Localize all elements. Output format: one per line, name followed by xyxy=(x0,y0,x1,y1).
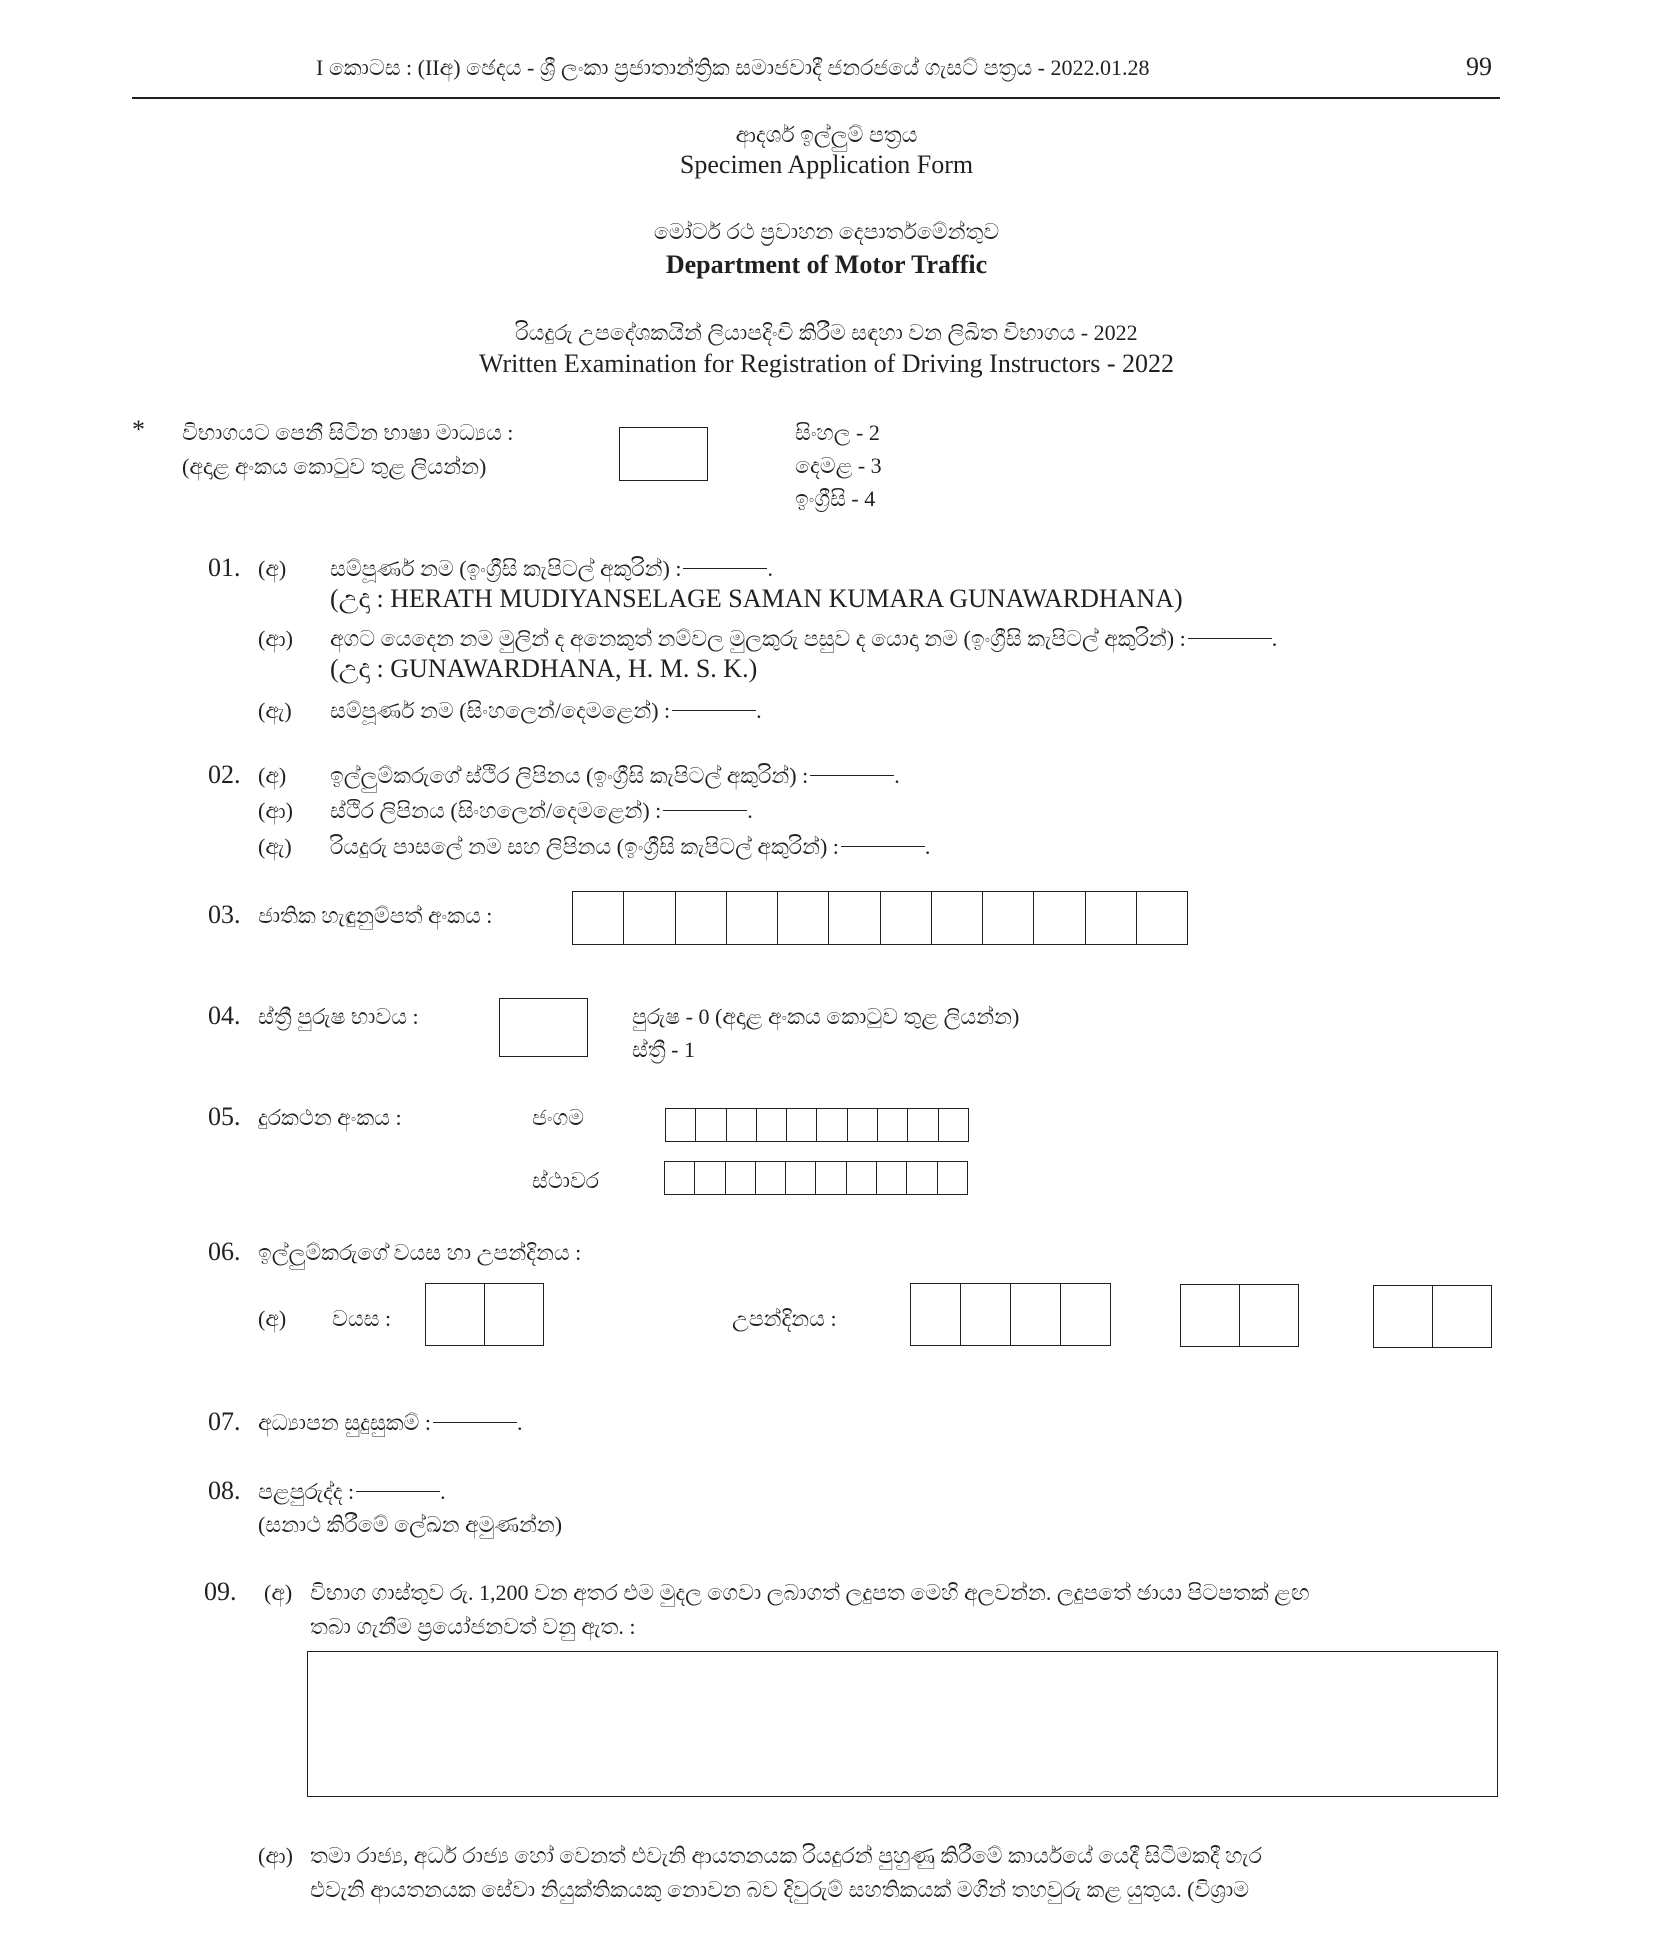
phone-cell[interactable] xyxy=(906,1162,936,1194)
q06-number: 06. xyxy=(208,1237,241,1266)
nic-cell[interactable] xyxy=(982,892,1033,944)
q02-a-label: ඉල්ලුම්කරුගේ ස්ථිර ලිපිනය (ඉංග්‍රීසි කැපිටල් අකුරින්) : xyxy=(330,763,809,788)
q01-a-field[interactable]: සම්පූර්ණ නම (ඉංග්‍රීසි කැපිටල් අකුරින්) : . xyxy=(330,556,773,581)
medium-option-tamil: දෙමළ - 3 xyxy=(795,453,882,478)
nic-cell[interactable] xyxy=(931,892,982,944)
required-star: * xyxy=(132,415,145,444)
gender-option-male: පුරුෂ - 0 (අදාළ අංකය කොටුව තුළ ලියන්න) xyxy=(632,1004,1020,1029)
nic-cell[interactable] xyxy=(828,892,879,944)
page-number: 99 xyxy=(1466,52,1492,81)
q01-a-marker: (අ) xyxy=(258,556,287,581)
q03-number: 03. xyxy=(208,900,241,929)
q02-a-blank[interactable] xyxy=(810,775,894,776)
q05-label: දුරකථන අංකය : xyxy=(258,1105,402,1130)
phone-cell[interactable] xyxy=(877,1109,907,1141)
q08-hint: (සනාථ කිරීමේ ලේඛන අමුණන්න) xyxy=(258,1512,563,1537)
q02-c-blank[interactable] xyxy=(841,846,925,847)
q01-b-label: අගට යෙදෙන නම මුලින් ද අනෙකුත් නම්වල මුලකුරු පසුව ද යොදා නම (ඉංග්‍රීසි කැපිටල් අකුරින්) : xyxy=(330,626,1186,651)
medium-input-box[interactable] xyxy=(619,427,708,481)
q09-number: 09. xyxy=(204,1577,237,1606)
q04-label: ස්ත්‍රී පුරුෂ භාවය : xyxy=(258,1004,419,1029)
q02-b-blank[interactable] xyxy=(663,810,747,811)
q06-label: ඉල්ලුම්කරුගේ වයස හා උපන්දිනය : xyxy=(258,1240,582,1265)
q01-c-field[interactable]: සම්පූර්ණ නම (සිංහලෙන්/දෙමළෙන්) : . xyxy=(330,698,762,723)
q01-c-marker: (ඇ) xyxy=(258,698,292,723)
q07-label: අධ්‍යාපන සුදුසුකම් : xyxy=(258,1410,431,1435)
nic-cell[interactable] xyxy=(1033,892,1084,944)
q01-c-label: සම්පූර්ණ නම (සිංහලෙන්/දෙමළෙන්) : xyxy=(330,698,671,723)
dob-cell[interactable] xyxy=(1010,1284,1060,1345)
q01-a-label: සම්පූර්ණ නම (ඉංග්‍රීසි කැපිටල් අකුරින්) : xyxy=(330,556,682,581)
age-cell[interactable] xyxy=(484,1284,543,1345)
medium-hint: (අදාළ අංකය කොටුව තුළ ලියන්න) xyxy=(182,454,487,479)
gazette-header: I කොටස : (IIඅ) ඡෙදය - ශ්‍රී ලංකා ප්‍රජාතාන්ත්‍රික සමාජවාදී ජනරජයේ ගැසට් පත්‍රය - 2022.01.28 xyxy=(316,55,1150,80)
nic-cell[interactable] xyxy=(675,892,726,944)
q02-b-label: ස්ථිර ලිපිනය (සිංහලෙන්/දෙමළෙන්) : xyxy=(330,798,662,823)
phone-cell[interactable] xyxy=(815,1162,845,1194)
q02-c-marker: (ඇ) xyxy=(258,834,292,859)
q02-a-marker: (අ) xyxy=(258,763,287,788)
q09-b-line1: තමා රාජ්‍ය, අර්ධ රාජ්‍ය හෝ වෙනත් එවැනි ආයතනයක රියදුරන් පුහුණු කිරීමේ කාර්යයේ යෙදී සිටීමකදී හැර xyxy=(310,1843,1262,1868)
nic-number-grid[interactable] xyxy=(572,891,1188,945)
dob-cell[interactable] xyxy=(1060,1284,1110,1345)
gender-input-box[interactable] xyxy=(499,998,588,1057)
dob-year-grid[interactable] xyxy=(910,1283,1111,1346)
dob-day-grid[interactable] xyxy=(1373,1285,1492,1348)
age-grid[interactable] xyxy=(425,1283,544,1346)
q01-a-example: (උදා : HERATH MUDIYANSELAGE SAMAN KUMARA GUNAWARDHANA) xyxy=(330,584,1183,613)
q09-a-line1: විභාග ගාස්තුව රු. 1,200 වන අතර එම මුදල ගෙවා ලබාගත් ලදුපත මෙහි අලවන්න. ලදුපතේ ඡායා පිටපතක් ළඟ xyxy=(310,1580,1310,1605)
phone-mobile-grid[interactable] xyxy=(665,1108,969,1142)
q02-number: 02. xyxy=(208,760,241,789)
exam-title-sinhala: රියදුරු උපදේශකයින් ලියාපදිංචි කිරීම සඳහා වන ලිඛිත විභාගය - 2022 xyxy=(515,320,1138,345)
nic-cell[interactable] xyxy=(726,892,777,944)
exam-title-english: Written Examination for Registration of Driving Instructors - 2022 xyxy=(478,349,1175,378)
q03-label: ජාතික හැඳුනුම්පත් අංකය : xyxy=(258,903,493,928)
medium-label: විභාගයට පෙනී සිටින භාෂා මාධ්‍යය : xyxy=(182,420,514,445)
q05-number: 05. xyxy=(208,1102,241,1131)
phone-cell[interactable] xyxy=(665,1162,694,1194)
nic-cell[interactable] xyxy=(1136,892,1187,944)
phone-cell[interactable] xyxy=(785,1162,815,1194)
q02-b-field[interactable]: ස්ථිර ලිපිනය (සිංහලෙන්/දෙමළෙන්) : . xyxy=(330,798,753,823)
phone-cell[interactable] xyxy=(756,1109,786,1141)
header-rule xyxy=(132,97,1500,99)
q01-b-blank[interactable] xyxy=(1188,638,1272,639)
age-label: වයස : xyxy=(332,1306,392,1331)
dob-cell[interactable] xyxy=(1432,1286,1491,1347)
phone-cell[interactable] xyxy=(846,1162,876,1194)
phone-cell[interactable] xyxy=(907,1109,937,1141)
phone-cell[interactable] xyxy=(725,1162,755,1194)
dob-cell[interactable] xyxy=(960,1284,1010,1345)
gender-option-female: ස්ත්‍රී - 1 xyxy=(632,1037,696,1062)
phone-cell[interactable] xyxy=(694,1162,724,1194)
phone-cell[interactable] xyxy=(666,1109,695,1141)
q01-b-marker: (ආ) xyxy=(258,626,293,651)
q09-b-line2: එවැනි ආයතනයක සේවා නියුක්තිකයකු නොවන බව දිවුරුම් සහතිකයක් මගින් තහවුරු කළ යුතුය. (විශ්‍රාම xyxy=(310,1877,1250,1902)
q08-field[interactable]: පළපුරුද්ද : . xyxy=(258,1479,446,1504)
nic-cell[interactable] xyxy=(1085,892,1136,944)
q01-a-blank[interactable] xyxy=(683,568,767,569)
q01-b-example: (උදා : GUNAWARDHANA, H. M. S. K.) xyxy=(330,654,758,683)
phone-cell[interactable] xyxy=(786,1109,816,1141)
phone-mobile-label: ජංගම xyxy=(532,1105,585,1130)
dob-cell[interactable] xyxy=(1239,1285,1298,1346)
phone-fixed-label: ස්ථාවර xyxy=(532,1168,600,1193)
phone-cell[interactable] xyxy=(755,1162,785,1194)
q07-field[interactable]: අධ්‍යාපන සුදුසුකම් : . xyxy=(258,1410,523,1435)
phone-cell[interactable] xyxy=(816,1109,846,1141)
phone-cell[interactable] xyxy=(726,1109,756,1141)
q09-b-marker: (ආ) xyxy=(258,1843,293,1868)
q09-a-marker: (අ) xyxy=(264,1580,293,1605)
form-title-sinhala: ආදර්ශ ඉල්ලුම් පත්‍රය xyxy=(735,122,918,147)
phone-cell[interactable] xyxy=(876,1162,906,1194)
dob-cell[interactable] xyxy=(911,1284,960,1345)
phone-cell[interactable] xyxy=(938,1109,968,1141)
dob-month-grid[interactable] xyxy=(1180,1284,1299,1347)
department-sinhala: මෝටර් රථ ප්‍රවාහන දෙපාර්තමේන්තුව xyxy=(653,219,1000,244)
receipt-paste-box[interactable] xyxy=(307,1651,1498,1797)
nic-cell[interactable] xyxy=(623,892,674,944)
nic-cell[interactable] xyxy=(880,892,931,944)
q02-c-label: රියදුරු පාසලේ නම සහ ලිපිනය (ඉංග්‍රීසි කැපිටල් අකුරින්) : xyxy=(330,834,839,859)
q02-a-field[interactable]: ඉල්ලුම්කරුගේ ස්ථිර ලිපිනය (ඉංග්‍රීසි කැපිටල් අකුරින්) : . xyxy=(330,763,900,788)
q01-b-field[interactable]: අගට යෙදෙන නම මුලින් ද අනෙකුත් නම්වල මුලකුරු පසුව ද යොදා නම (ඉංග්‍රීසි කැපිටල් අකුරින්) : . xyxy=(330,626,1278,651)
dob-cell[interactable] xyxy=(1181,1285,1239,1346)
q02-c-field[interactable]: රියදුරු පාසලේ නම සහ ලිපිනය (ඉංග්‍රීසි කැපිටල් අකුරින්) : . xyxy=(330,834,931,859)
q02-b-marker: (ආ) xyxy=(258,798,293,823)
q04-number: 04. xyxy=(208,1001,241,1030)
nic-cell[interactable] xyxy=(777,892,828,944)
q07-blank[interactable] xyxy=(433,1422,517,1423)
q01-c-blank[interactable] xyxy=(672,710,756,711)
phone-cell[interactable] xyxy=(937,1162,967,1194)
form-title-english: Specimen Application Form xyxy=(679,150,974,179)
phone-cell[interactable] xyxy=(847,1109,877,1141)
q08-blank[interactable] xyxy=(356,1491,440,1492)
q08-number: 08. xyxy=(208,1476,241,1505)
q06-a-marker: (අ) xyxy=(258,1306,287,1331)
department-english: Department of Motor Traffic xyxy=(665,250,988,279)
nic-cell[interactable] xyxy=(573,892,623,944)
phone-cell[interactable] xyxy=(695,1109,725,1141)
q08-label: පළපුරුද්ද : xyxy=(258,1479,355,1504)
dob-label: උපන්දිනය : xyxy=(732,1306,837,1331)
phone-fixed-grid[interactable] xyxy=(664,1161,968,1195)
q01-number: 01. xyxy=(208,553,241,582)
age-cell[interactable] xyxy=(426,1284,484,1345)
medium-option-sinhala: සිංහල - 2 xyxy=(795,420,880,445)
q09-a-line2: තබා ගැනීම ප්‍රයෝජනවත් වනු ඇත. : xyxy=(310,1614,636,1639)
q07-number: 07. xyxy=(208,1407,241,1436)
medium-option-english: ඉංග්‍රීසි - 4 xyxy=(795,486,876,511)
dob-cell[interactable] xyxy=(1374,1286,1432,1347)
